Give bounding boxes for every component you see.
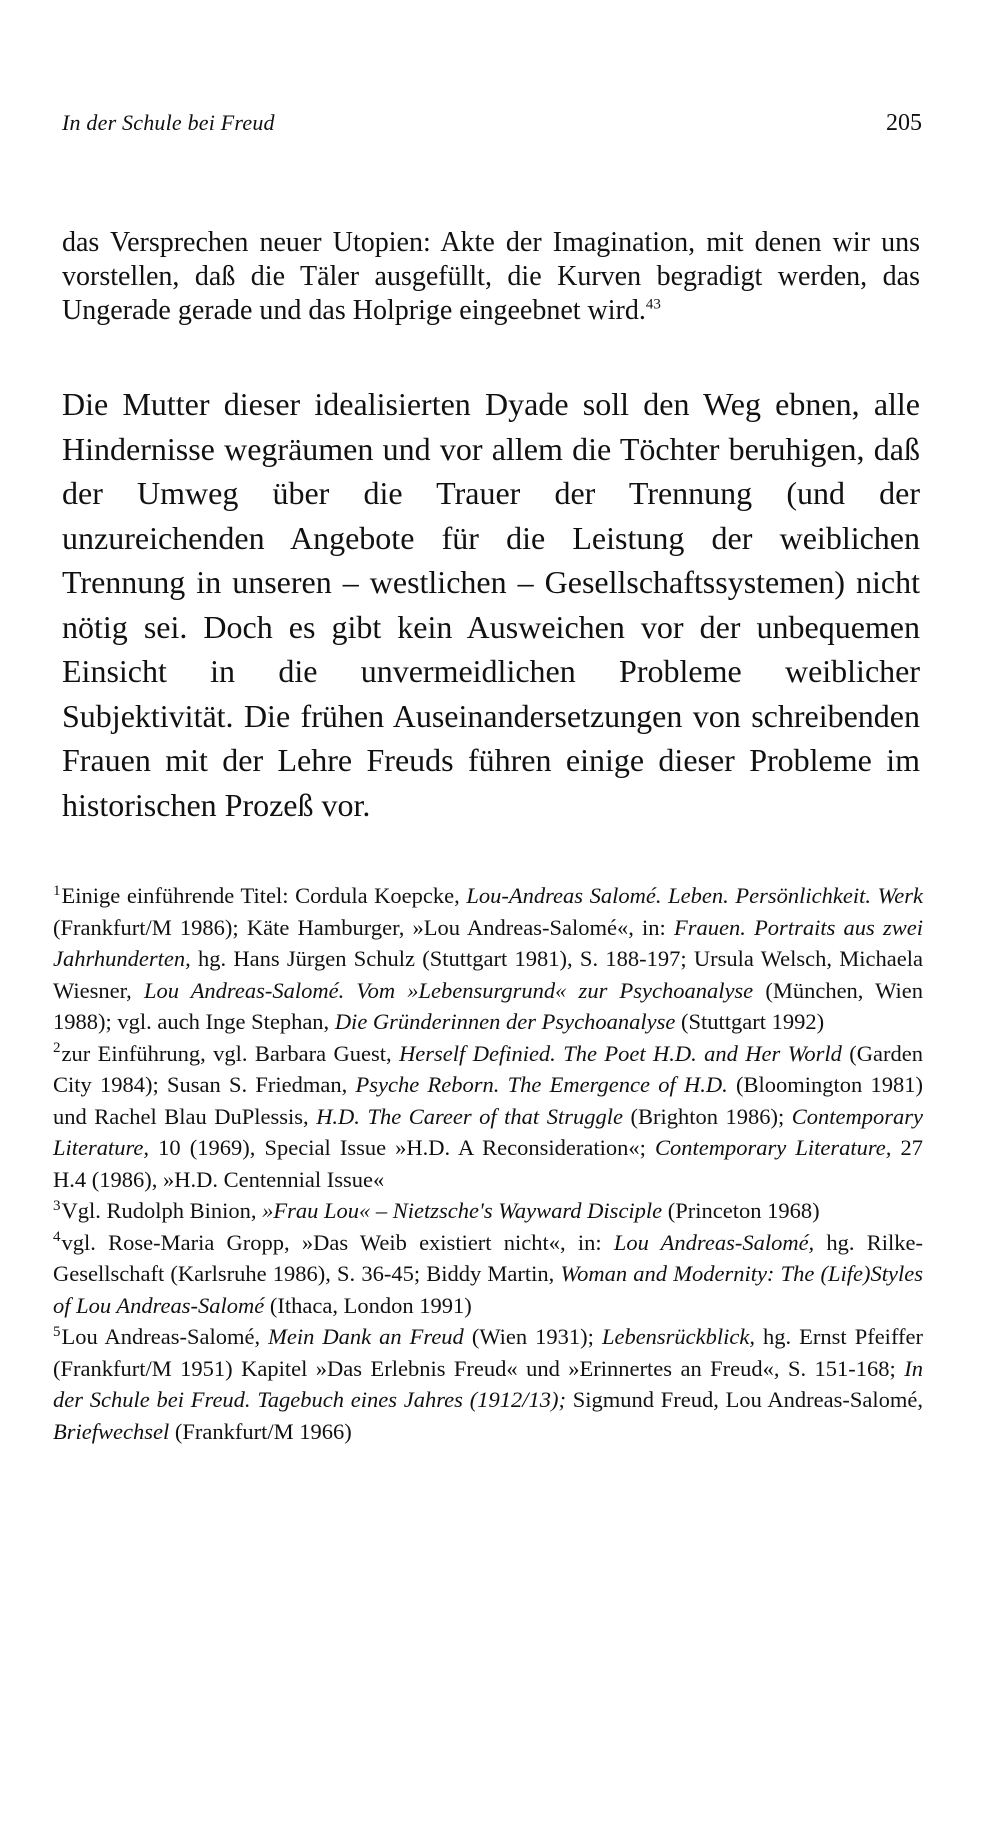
footnote-title: In der Schule bei Freud. Tagebuch eines Jahres (1912/13);: [53, 1355, 923, 1412]
footnote-title: »Frau Lou« – Nietzsche's Wayward Disciple: [262, 1198, 663, 1223]
page-header: [62, 110, 922, 146]
footnote-text: hg. Ernst Pfeiffer (Frankfurt/M 1951) Kapitel »Das Erlebnis Freud« und »Erinnertes an Freud«, S. 151-168;: [53, 1324, 923, 1381]
footnote-title: Briefwechsel: [53, 1418, 170, 1444]
footnote-2: [53, 1038, 923, 1196]
footnote-text: (Princeton 1968): [662, 1198, 820, 1223]
footnote-text: 27 H.4 (1986), »H.D. Centennial Issue«: [53, 1135, 923, 1192]
footnote-4: [53, 1227, 923, 1322]
footnote-text: (Bloomington 1981) und Rachel Blau DuPlessis,: [53, 1072, 923, 1129]
footnote-text: hg. Hans Jürgen Schulz (Stuttgart 1981), S. 188-197; Ursula Welsch, Michaela Wiesner,: [53, 946, 923, 1003]
footnote-text: Einige einführende Titel: Cordula Koepcke,: [61, 883, 467, 908]
footnote-text: (München, Wien 1988); vgl. auch Inge Stephan,: [53, 977, 923, 1034]
running-title: In der Schule bei Freud: [62, 110, 275, 135]
footnote-title: Die Gründerinnen der Psychoanalyse: [334, 1009, 676, 1034]
footnote-text: (Wien 1931);: [463, 1324, 602, 1349]
footnote-title: Frauen. Portraits aus zwei Jahrhunderten,: [53, 914, 923, 971]
footnote-title: Lou Andreas-Salomé,: [613, 1229, 815, 1255]
quote-paragraph: [62, 226, 920, 328]
page-number: 205: [886, 110, 922, 136]
footnote-number: 1: [53, 882, 61, 899]
footnote-title: Lou Andreas-Salomé. Vom »Lebensurgrund« zur Psychoanalyse: [143, 977, 754, 1003]
footnote-title: Lebensrückblick,: [601, 1324, 756, 1349]
footnote-title: Woman and Modernity: The (Life)Styles of Lou Andreas-Salomé: [53, 1261, 923, 1318]
footnote-text: 10 (1969), Special Issue »H.D. A Reconsideration«;: [149, 1135, 655, 1160]
footnote-text: hg. Rilke-Gesellschaft (Karlsruhe 1986), S. 36-45; Biddy Martin,: [53, 1229, 923, 1286]
footnote-number: 5: [53, 1323, 61, 1340]
footnote-5: [53, 1321, 923, 1447]
footnote-reference: 43: [645, 296, 661, 313]
footnote-title: Contemporary Literature,: [53, 1103, 924, 1160]
footnote-text: vgl. Rose-Maria Gropp, »Das Weib existiert nicht«, in:: [61, 1229, 614, 1255]
body-paragraph: Die Mutter dieser idealisierten Dyade soll den Weg ebnen, alle Hindernisse wegräumen und vor allem die Töchter beruhigen, daß der Umweg über die Trauer der Trennung (und der unzureichenden Angebote für die Leistung der weiblichen Trennung in unseren – westlichen – Gesellschaftssystemen) nicht nötig sei. Doch es gibt kein Ausweichen vor der unbequemen Einsicht in die unvermeidlichen Probleme weiblicher Subjektivität. Die frühen Auseinandersetzungen von schreibenden Frauen mit der Lehre Freuds führen einige dieser Probleme im historischen Prozeß vor.: [62, 386, 920, 823]
footnote-title: Mein Dank an Freud: [268, 1324, 464, 1349]
footnote-title: Contemporary Literature,: [654, 1135, 892, 1160]
footnote-1: [53, 880, 923, 1038]
footnote-title: Herself Definied. The Poet H.D. and Her World: [399, 1040, 842, 1066]
footnote-3: [53, 1195, 923, 1227]
quote-text: das Versprechen neuer Utopien: Akte der Imagination, mit denen wir uns vorstellen, daß die Täler ausgefüllt, die Kurven begradigt werden, das Ungerade gerade und das Holprige eingeebnet wird.: [62, 227, 920, 326]
footnote-number: 4: [53, 1229, 61, 1245]
footnote-title: Psyche Reborn. The Emergence of H.D.: [355, 1072, 728, 1097]
footnote-text: Lou Andreas-Salomé,: [61, 1324, 269, 1349]
footnote-text: (Brighton 1986);: [622, 1103, 792, 1129]
footnote-text: (Stuttgart 1992): [675, 1009, 825, 1034]
footnote-title: H.D. The Career of that Struggle: [316, 1103, 623, 1129]
footnote-number: 2: [53, 1040, 61, 1056]
footnote-text: Vgl. Rudolph Binion,: [61, 1198, 263, 1223]
footnote-text: (Garden City 1984); Susan S. Friedman,: [53, 1040, 924, 1097]
footnote-text: (Ithaca, London 1991): [264, 1292, 472, 1318]
footnote-text: zur Einführung, vgl. Barbara Guest,: [61, 1040, 400, 1066]
footnotes-section: [53, 880, 923, 1447]
footnote-text: (Frankfurt/M 1966): [169, 1418, 352, 1444]
footnote-title: Lou-Andreas Salomé. Leben. Persönlichkeit. Werk: [466, 883, 923, 908]
footnote-text: Sigmund Freud, Lou Andreas-Salomé,: [565, 1387, 923, 1412]
footnote-text: (Frankfurt/M 1986); Käte Hamburger, »Lou Andreas-Salomé«, in:: [53, 914, 674, 940]
footnote-number: 3: [53, 1197, 61, 1214]
